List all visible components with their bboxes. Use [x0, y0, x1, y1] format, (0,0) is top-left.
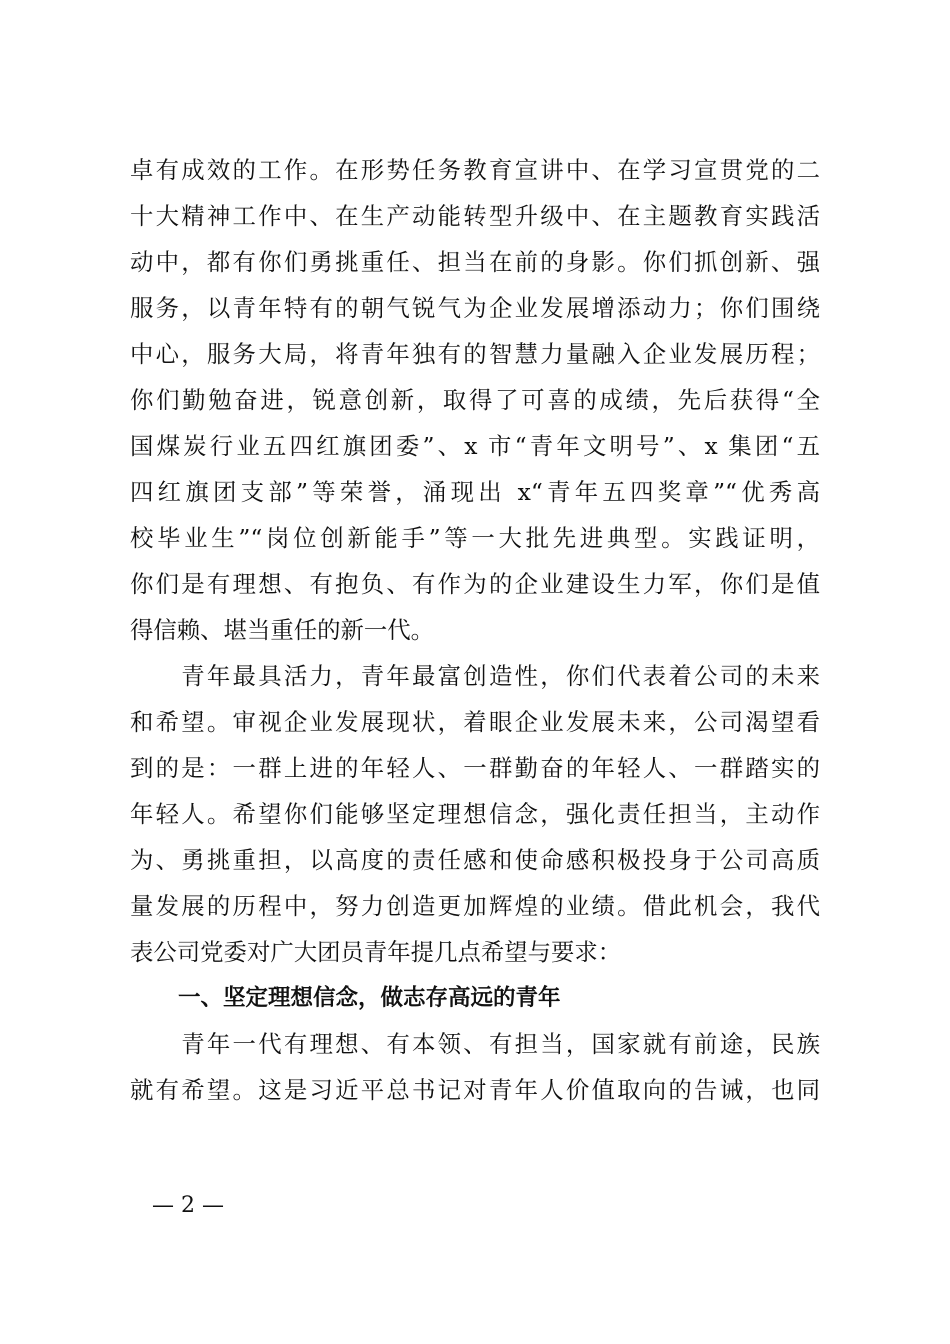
body-line: 为、勇挑重担，以高度的责任感和使命感积极投身于公司高质 — [130, 846, 820, 874]
body-line: 四红旗团支部”等荣誉，涌现出 x“青年五四奖章”“优秀高 — [130, 478, 820, 506]
body-line: 卓有成效的工作。在形势任务教育宣讲中、在学习宣贯党的二 — [130, 156, 820, 184]
section-heading: 一、坚定理想信念，做志存高远的青年 — [178, 985, 561, 1011]
body-line: 青年一代有理想、有本领、有担当，国家就有前途，民族 — [130, 1030, 820, 1058]
body-line: 就有希望。这是习近平总书记对青年人价值取向的告诫，也同 — [130, 1076, 820, 1104]
page-number: — 2 — — [152, 1193, 224, 1218]
body-line: 青年最具活力，青年最富创造性，你们代表着公司的未来 — [130, 662, 820, 690]
body-line: 年轻人。希望你们能够坚定理想信念，强化责任担当，主动作 — [130, 800, 820, 828]
body-line: 得信赖、堪当重任的新一代。 — [130, 616, 435, 644]
body-line: 你们是有理想、有抱负、有作为的企业建设生力军，你们是值 — [130, 570, 820, 598]
body-line: 和希望。审视企业发展现状，着眼企业发展未来，公司渴望看 — [130, 708, 820, 736]
body-line: 服务，以青年特有的朝气锐气为企业发展增添动力；你们围绕 — [130, 294, 820, 322]
body-line: 到的是：一群上进的年轻人、一群勤奋的年轻人、一群踏实的 — [130, 754, 820, 782]
body-line: 量发展的历程中，努力创造更加辉煌的业绩。借此机会，我代 — [130, 892, 820, 920]
body-line: 十大精神工作中、在生产动能转型升级中、在主题教育实践活 — [130, 202, 820, 230]
body-line: 国煤炭行业五四红旗团委”、x 市“青年文明号”、x 集团“五 — [130, 432, 820, 460]
body-line: 你们勤勉奋进，锐意创新，取得了可喜的成绩，先后获得“全 — [130, 386, 820, 414]
body-line: 动中，都有你们勇挑重任、担当在前的身影。你们抓创新、强 — [130, 248, 820, 276]
body-line: 校毕业生”“岗位创新能手”等一大批先进典型。实践证明， — [130, 524, 820, 552]
body-line: 中心，服务大局，将青年独有的智慧力量融入企业发展历程； — [130, 340, 820, 368]
body-line: 表公司党委对广大团员青年提几点希望与要求： — [130, 938, 622, 966]
